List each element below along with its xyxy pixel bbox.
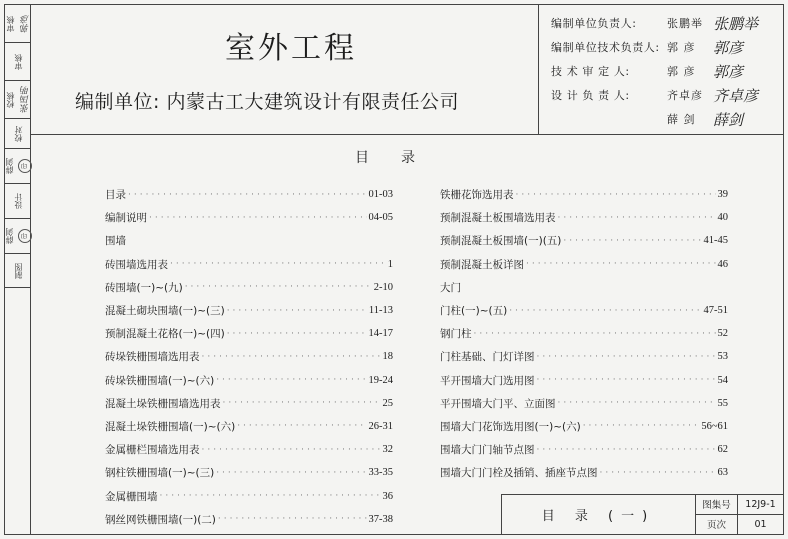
org-label: 编制单位: bbox=[75, 91, 160, 113]
atlas-value: 12J9-1 bbox=[738, 495, 783, 515]
org-name: 内蒙古工大建筑设计有限责任公司 bbox=[166, 91, 459, 113]
toc-entry-title: 围墙大门门轴节点图 bbox=[440, 444, 535, 457]
dot-leader bbox=[170, 259, 386, 269]
footer-title-block bbox=[501, 494, 783, 534]
toc-entry-pages: 39 bbox=[717, 189, 728, 201]
toc-entry bbox=[440, 299, 728, 322]
toc-column-left bbox=[105, 183, 393, 531]
drawing-frame bbox=[4, 4, 784, 535]
strip-label: 薛剑 bbox=[5, 158, 14, 174]
responsible-row bbox=[551, 11, 788, 35]
responsible-row bbox=[551, 83, 788, 107]
strip-cell bbox=[5, 119, 31, 149]
responsibles-list bbox=[551, 11, 788, 131]
dot-leader bbox=[583, 421, 700, 431]
responsible-name: 薛 剑 bbox=[667, 113, 696, 126]
strip-label: 审核 bbox=[13, 53, 23, 70]
dot-leader bbox=[558, 213, 716, 223]
strip-cell bbox=[5, 5, 31, 43]
dot-leader bbox=[202, 445, 381, 455]
sheet-name: 目 录 (一) bbox=[502, 495, 696, 534]
dot-leader bbox=[128, 190, 367, 200]
responsible-label: 技 术 审 定 人: bbox=[551, 65, 630, 78]
toc-entry-pages: 54 bbox=[717, 374, 728, 386]
toc-entry bbox=[440, 461, 728, 484]
toc-entry-title: 围墙大门花饰选用图(一)~(六) bbox=[440, 420, 581, 433]
toc-entry bbox=[105, 392, 393, 415]
toc-entry bbox=[440, 369, 728, 392]
toc-entry-title: 钢丝网铁栅围墙(一)(二) bbox=[105, 513, 216, 526]
toc-entry bbox=[105, 276, 393, 299]
toc-entry-title: 砖围墙(一)~(九) bbox=[105, 281, 183, 294]
responsible-signature: 薛剑 bbox=[713, 110, 744, 129]
toc-entry bbox=[440, 438, 728, 461]
toc-entry bbox=[105, 183, 393, 206]
toc-entry-pages: 2-10 bbox=[373, 281, 393, 293]
responsible-name: 郭 彦 bbox=[667, 41, 696, 54]
responsible-signature: 张鹏举 bbox=[713, 14, 759, 33]
dot-leader bbox=[216, 468, 366, 478]
responsible-signature: 齐卓彦 bbox=[713, 86, 759, 105]
toc-entry-title: 预制混凝土花格(一)~(四) bbox=[105, 328, 225, 341]
toc-entry-title: 混凝土砌块围墙(一)~(三) bbox=[105, 305, 225, 318]
responsible-name: 张鹏举 bbox=[667, 17, 703, 30]
dot-leader bbox=[149, 213, 367, 223]
toc-entry-title: 混凝土垛铁栅围墙(一)~(六) bbox=[105, 420, 236, 433]
dot-leader bbox=[516, 190, 716, 200]
toc-entry-pages: 36 bbox=[382, 490, 393, 502]
dot-leader bbox=[160, 491, 381, 501]
toc-entry-pages: 33-35 bbox=[368, 467, 393, 479]
toc-entry-pages: 56~61 bbox=[701, 420, 728, 432]
page-value: 01 bbox=[754, 518, 767, 530]
strip-cell bbox=[5, 219, 31, 254]
toc-entry-pages: 01-03 bbox=[368, 189, 393, 201]
toc-entry-pages: 63 bbox=[717, 467, 728, 479]
toc-entry bbox=[105, 461, 393, 484]
toc-group-heading bbox=[440, 276, 728, 299]
toc-entry-title: 围墙 bbox=[105, 235, 126, 248]
toc-entry bbox=[105, 299, 393, 322]
toc-entry-title: 目录 bbox=[105, 189, 126, 202]
dot-leader bbox=[537, 375, 716, 385]
toc-entry-title: 门柱基础、门灯详图 bbox=[440, 351, 535, 364]
dot-leader bbox=[202, 352, 381, 362]
dot-leader bbox=[185, 282, 372, 292]
strip-label: 校对 bbox=[13, 125, 23, 142]
toc-entry bbox=[440, 253, 728, 276]
dot-leader bbox=[537, 352, 716, 362]
toc-entry bbox=[105, 438, 393, 461]
toc-entry bbox=[440, 392, 728, 415]
dot-leader bbox=[216, 375, 366, 385]
strip-cell bbox=[5, 81, 31, 119]
strip-cell bbox=[5, 149, 31, 184]
strip-label: 校核 bbox=[5, 91, 15, 108]
toc-entry bbox=[105, 508, 393, 531]
strip-signature: 郭彦 bbox=[20, 14, 31, 33]
toc-entry-pages: 18 bbox=[382, 351, 393, 363]
toc-entry-title: 钢柱铁栅围墙(一)~(三) bbox=[105, 467, 215, 480]
toc-entry bbox=[105, 253, 393, 276]
dot-leader bbox=[526, 259, 716, 269]
header-title-area bbox=[31, 5, 539, 134]
responsible-label: 编制单位技术负责人: bbox=[551, 41, 660, 54]
toc-entry-title: 平开围墙大门平、立面图 bbox=[440, 397, 556, 410]
toc-entry-pages: 19-24 bbox=[368, 374, 393, 386]
strip-label: 审核 bbox=[5, 15, 15, 32]
toc-entry-title: 平开围墙大门选用图 bbox=[440, 374, 535, 387]
toc-entry-title: 钢门柱 bbox=[440, 328, 472, 341]
dot-leader bbox=[558, 398, 716, 408]
toc-entry-title: 铁栅花饰选用表 bbox=[440, 189, 514, 202]
toc-entry-pages: 52 bbox=[717, 328, 728, 340]
responsible-row bbox=[551, 59, 788, 83]
responsible-row bbox=[551, 35, 788, 59]
toc-entry-title: 门柱(一)~(五) bbox=[440, 305, 508, 318]
responsible-name: 郭 彦 bbox=[667, 65, 696, 78]
dot-leader bbox=[563, 236, 701, 246]
title-block-header bbox=[31, 5, 783, 135]
strip-signature: 张国明 bbox=[20, 86, 31, 113]
toc-title: 目录 bbox=[355, 150, 447, 166]
toc-entry bbox=[105, 484, 393, 507]
organization-line bbox=[75, 87, 459, 114]
strip-label: 薛剑 bbox=[5, 228, 14, 244]
toc-entry-pages: 14-17 bbox=[368, 328, 393, 340]
footer-info-grid bbox=[696, 495, 783, 534]
toc-entry-title: 金属栅围墙 bbox=[105, 490, 158, 503]
toc-entry bbox=[105, 369, 393, 392]
responsible-signature: 郭彦 bbox=[713, 38, 744, 57]
toc-entry-title: 预制混凝土板围墙选用表 bbox=[440, 212, 556, 225]
toc-entry bbox=[440, 183, 728, 206]
dot-leader bbox=[474, 329, 716, 339]
toc-entry-pages: 25 bbox=[382, 397, 393, 409]
atlas-label: 图集号 bbox=[696, 495, 738, 515]
toc-entry-pages: 26-31 bbox=[368, 420, 393, 432]
toc-entry-pages: 32 bbox=[382, 444, 393, 456]
responsible-label: 设 计 负 责 人: bbox=[551, 89, 630, 102]
toc-entry-title: 围墙大门门栓及插销、插座节点图 bbox=[440, 467, 598, 480]
dot-leader bbox=[509, 306, 701, 316]
toc-entry-pages: 37-38 bbox=[368, 513, 393, 525]
toc-entry bbox=[105, 415, 393, 438]
seal-stamp: 印 bbox=[18, 229, 32, 243]
toc-entry bbox=[105, 345, 393, 368]
dot-leader bbox=[227, 329, 367, 339]
toc-entry-pages: 46 bbox=[717, 258, 728, 270]
responsible-name: 齐卓彦 bbox=[667, 89, 703, 102]
dot-leader bbox=[537, 445, 716, 455]
responsible-label: 编制单位负责人: bbox=[551, 17, 637, 30]
toc-entry-pages: 55 bbox=[717, 397, 728, 409]
responsible-row bbox=[551, 107, 788, 131]
page-label: 页次 bbox=[696, 515, 738, 535]
toc-entry-title: 砖围墙选用表 bbox=[105, 258, 168, 271]
toc-entry-pages: 53 bbox=[717, 351, 728, 363]
dot-leader bbox=[227, 306, 367, 316]
toc-entry bbox=[440, 322, 728, 345]
dot-leader bbox=[237, 421, 366, 431]
toc-entry-pages: 11-13 bbox=[368, 305, 393, 317]
page-title: 室外工程 bbox=[225, 31, 357, 66]
strip-label: 设计 bbox=[13, 193, 23, 209]
toc-entry bbox=[440, 415, 728, 438]
toc-entry-title: 混凝土垛铁栅围墙选用表 bbox=[105, 397, 221, 410]
strip-label: 制图 bbox=[13, 262, 23, 279]
toc-entry-title: 砖垛铁栅围墙选用表 bbox=[105, 351, 200, 364]
strip-cell bbox=[5, 254, 31, 288]
toc-entry bbox=[440, 229, 728, 252]
signature-strip bbox=[5, 5, 31, 534]
toc-group-heading bbox=[105, 229, 393, 252]
dot-leader bbox=[218, 514, 367, 524]
toc-entry-pages: 62 bbox=[717, 444, 728, 456]
responsible-signature: 郭彦 bbox=[713, 62, 744, 81]
toc-entry-pages: 47-51 bbox=[703, 305, 728, 317]
toc-entry-title: 大门 bbox=[440, 281, 461, 294]
toc-entry-title: 预制混凝土板详图 bbox=[440, 258, 524, 271]
strip-cell bbox=[5, 184, 31, 219]
toc-entry-title: 砖垛铁栅围墙(一)~(六) bbox=[105, 374, 215, 387]
dot-leader bbox=[223, 398, 381, 408]
toc-entry bbox=[105, 322, 393, 345]
strip-cell bbox=[5, 43, 31, 81]
toc-entry bbox=[440, 206, 728, 229]
toc-entry-title: 编制说明 bbox=[105, 212, 147, 225]
toc-entry-pages: 41-45 bbox=[703, 235, 728, 247]
toc-entry-pages: 04-05 bbox=[368, 212, 393, 224]
dot-leader bbox=[600, 468, 716, 478]
toc-entry-title: 预制混凝土板围墙(一)(五) bbox=[440, 235, 562, 248]
toc-entry-title: 金属栅栏围墙选用表 bbox=[105, 444, 200, 457]
toc-entry-pages: 40 bbox=[717, 212, 728, 224]
toc-column-right bbox=[440, 183, 728, 484]
seal-stamp: 印 bbox=[18, 159, 32, 173]
toc-entry-pages: 1 bbox=[387, 258, 393, 270]
toc-entry bbox=[105, 206, 393, 229]
toc-entry bbox=[440, 345, 728, 368]
